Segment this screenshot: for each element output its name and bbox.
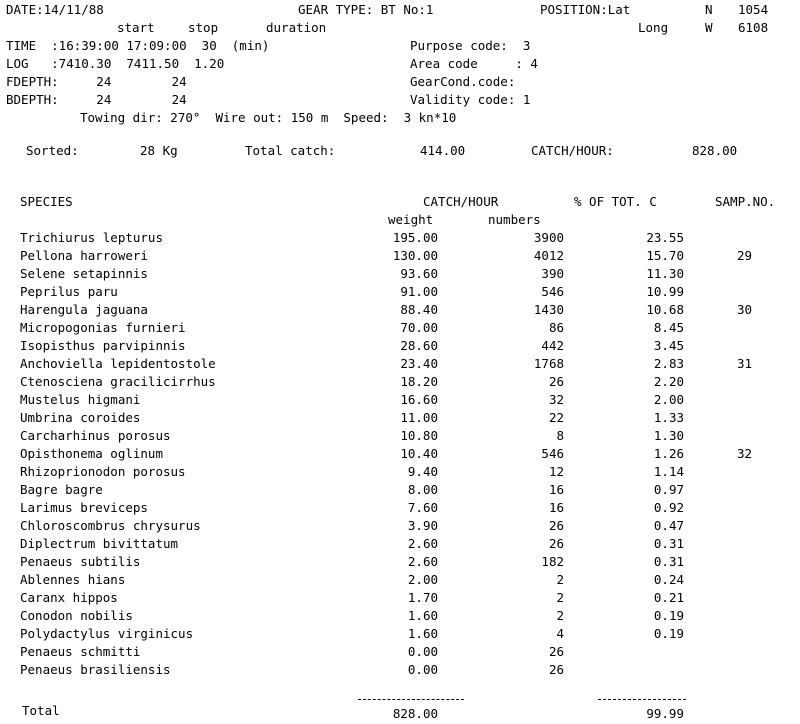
- purpose-code: Purpose code: 3: [410, 38, 531, 53]
- species-name: Anchoviella lepidentostole: [20, 356, 216, 371]
- subcolumn-numbers: numbers: [488, 212, 541, 227]
- species-name: Ctenosciena gracilicirrhus: [20, 374, 216, 389]
- subcolumn-weight: weight: [388, 212, 434, 227]
- bdepth-row: BDEPTH: 24 24: [6, 92, 187, 107]
- total-catch-label: Total catch:: [245, 143, 336, 158]
- catch-numbers: 26: [548, 662, 564, 677]
- catch-numbers: 26: [548, 518, 564, 533]
- total-weight: 828.00: [392, 706, 438, 721]
- species-name: Micropogonias furnieri: [20, 320, 186, 335]
- catch-weight: 3.90: [407, 518, 438, 533]
- catch-weight: 2.00: [407, 572, 438, 587]
- species-name: Trichiurus lepturus: [20, 230, 163, 245]
- percent-of-total: 0.31: [653, 536, 684, 551]
- species-name: Umbrina coroides: [20, 410, 141, 425]
- total-catch-value: 414.00: [420, 143, 466, 158]
- percent-of-total: 1.33: [653, 410, 684, 425]
- catch-weight: 1.70: [407, 590, 438, 605]
- species-name: Selene setapinnis: [20, 266, 148, 281]
- catch-weight: 23.40: [400, 356, 438, 371]
- species-name: Bagre bagre: [20, 482, 103, 497]
- species-name: Caranx hippos: [20, 590, 118, 605]
- catch-numbers: 1430: [533, 302, 564, 317]
- sample-number: 31: [737, 356, 753, 371]
- date: DATE:14/11/88: [6, 2, 104, 17]
- species-name: Penaeus brasiliensis: [20, 662, 171, 677]
- catch-numbers: 86: [548, 320, 564, 335]
- catch-numbers: 182: [541, 554, 564, 569]
- catch-numbers: 546: [541, 284, 564, 299]
- position-label: POSITION:Lat: [540, 2, 631, 17]
- gear-type: GEAR TYPE: BT No:1: [298, 2, 434, 17]
- sample-number: 29: [737, 248, 753, 263]
- lat-value: 1054: [738, 2, 769, 17]
- species-name: Opisthonema oglinum: [20, 446, 163, 461]
- percent-of-total: 1.30: [653, 428, 684, 443]
- species-name: Mustelus higmani: [20, 392, 141, 407]
- catch-numbers: 2: [556, 608, 564, 623]
- percent-of-total: 1.26: [653, 446, 684, 461]
- catch-weight: 195.00: [392, 230, 438, 245]
- species-name: Chloroscombrus chrysurus: [20, 518, 201, 533]
- gearcond-code: GearCond.code:: [410, 74, 516, 89]
- catch-weight: 1.60: [407, 626, 438, 641]
- percent-of-total: 2.00: [653, 392, 684, 407]
- percent-of-total: 2.20: [653, 374, 684, 389]
- percent-of-total: 0.19: [653, 608, 684, 623]
- catch-numbers: 1768: [533, 356, 564, 371]
- percent-of-total: 0.24: [653, 572, 684, 587]
- catch-weight: 2.60: [407, 554, 438, 569]
- catch-numbers: 4: [556, 626, 564, 641]
- species-name: Penaeus schmitti: [20, 644, 141, 659]
- percent-of-total: 0.19: [653, 626, 684, 641]
- percent-of-total: 1.14: [653, 464, 684, 479]
- column-start: start: [117, 20, 155, 35]
- species-name: Ablennes hians: [20, 572, 126, 587]
- catch-numbers: 8: [556, 428, 564, 443]
- towing-row: Towing dir: 270° Wire out: 150 m Speed: 3 kn*10: [80, 110, 457, 125]
- catch-numbers: 2: [556, 572, 564, 587]
- catch-weight: 18.20: [400, 374, 438, 389]
- species-name: Carcharhinus porosus: [20, 428, 171, 443]
- catch-numbers: 32: [548, 392, 564, 407]
- percent-of-total: 8.45: [653, 320, 684, 335]
- catch-hour-value: 828.00: [692, 143, 738, 158]
- catch-numbers: 16: [548, 482, 564, 497]
- species-name: Harengula jaguana: [20, 302, 148, 317]
- catch-weight: 16.60: [400, 392, 438, 407]
- catch-numbers: 22: [548, 410, 564, 425]
- sorted-label: Sorted:: [26, 143, 79, 158]
- species-name: Pellona harroweri: [20, 248, 148, 263]
- percent-of-total: 0.47: [653, 518, 684, 533]
- sample-number: 30: [737, 302, 753, 317]
- column-duration: duration: [266, 20, 327, 35]
- catch-weight: 130.00: [392, 248, 438, 263]
- long-direction: W: [705, 20, 713, 35]
- long-value: 6108: [738, 20, 769, 35]
- catch-numbers: 16: [548, 500, 564, 515]
- percent-of-total: 2.83: [653, 356, 684, 371]
- lat-direction: N: [705, 2, 713, 17]
- catch-numbers: 26: [548, 644, 564, 659]
- species-name: Peprilus paru: [20, 284, 118, 299]
- species-name: Penaeus subtilis: [20, 554, 141, 569]
- species-name: Rhizoprionodon porosus: [20, 464, 186, 479]
- catch-weight: 28.60: [400, 338, 438, 353]
- catch-numbers: 546: [541, 446, 564, 461]
- catch-weight: 1.60: [407, 608, 438, 623]
- percent-of-total: 11.30: [646, 266, 684, 281]
- total-label: Total: [22, 703, 60, 718]
- sorted-value: 28 Kg: [140, 143, 178, 158]
- column-species: SPECIES: [20, 194, 73, 209]
- area-code: Area code : 4: [410, 56, 538, 71]
- catch-weight: 10.80: [400, 428, 438, 443]
- catch-hour-label: CATCH/HOUR:: [531, 143, 614, 158]
- catch-weight: 0.00: [407, 662, 438, 677]
- percent-of-total: 3.45: [653, 338, 684, 353]
- catch-numbers: 12: [548, 464, 564, 479]
- percent-of-total: 0.21: [653, 590, 684, 605]
- percent-of-total: 0.31: [653, 554, 684, 569]
- catch-weight: 7.60: [407, 500, 438, 515]
- percent-of-total: 10.68: [646, 302, 684, 317]
- percent-of-total: 15.70: [646, 248, 684, 263]
- percent-of-total: 0.92: [653, 500, 684, 515]
- species-name: Isopisthus parvipinnis: [20, 338, 186, 353]
- catch-numbers: 442: [541, 338, 564, 353]
- catch-numbers: 26: [548, 374, 564, 389]
- catch-weight: 0.00: [407, 644, 438, 659]
- catch-weight: 9.40: [407, 464, 438, 479]
- catch-weight: 91.00: [400, 284, 438, 299]
- catch-weight: 70.00: [400, 320, 438, 335]
- catch-weight: 8.00: [407, 482, 438, 497]
- species-name: Diplectrum bivittatum: [20, 536, 179, 551]
- column-percent: % OF TOT. C: [574, 194, 657, 209]
- total-weight-rule: [358, 699, 464, 700]
- sample-number: 32: [737, 446, 753, 461]
- log-row: LOG :7410.30 7411.50 1.20: [6, 56, 225, 71]
- total-percent-rule: [598, 699, 686, 700]
- catch-weight: 88.40: [400, 302, 438, 317]
- species-name: Conodon nobilis: [20, 608, 133, 623]
- column-sample-number: SAMP.NO.: [715, 194, 776, 209]
- percent-of-total: 10.99: [646, 284, 684, 299]
- catch-numbers: 4012: [533, 248, 564, 263]
- catch-numbers: 3900: [533, 230, 564, 245]
- species-name: Polydactylus virginicus: [20, 626, 194, 641]
- column-stop: stop: [188, 20, 219, 35]
- catch-numbers: 390: [541, 266, 564, 281]
- validity-code: Validity code: 1: [410, 92, 531, 107]
- fdepth-row: FDEPTH: 24 24: [6, 74, 187, 89]
- total-percent: 99.99: [646, 706, 684, 721]
- catch-numbers: 26: [548, 536, 564, 551]
- long-label: Long: [638, 20, 669, 35]
- species-name: Larimus breviceps: [20, 500, 148, 515]
- catch-weight: 10.40: [400, 446, 438, 461]
- percent-of-total: 23.55: [646, 230, 684, 245]
- percent-of-total: 0.97: [653, 482, 684, 497]
- time-row: TIME :16:39:00 17:09:00 30 (min): [6, 38, 270, 53]
- catch-numbers: 2: [556, 590, 564, 605]
- catch-weight: 93.60: [400, 266, 438, 281]
- catch-weight: 2.60: [407, 536, 438, 551]
- catch-weight: 11.00: [400, 410, 438, 425]
- column-catch-hour: CATCH/HOUR: [423, 194, 499, 209]
